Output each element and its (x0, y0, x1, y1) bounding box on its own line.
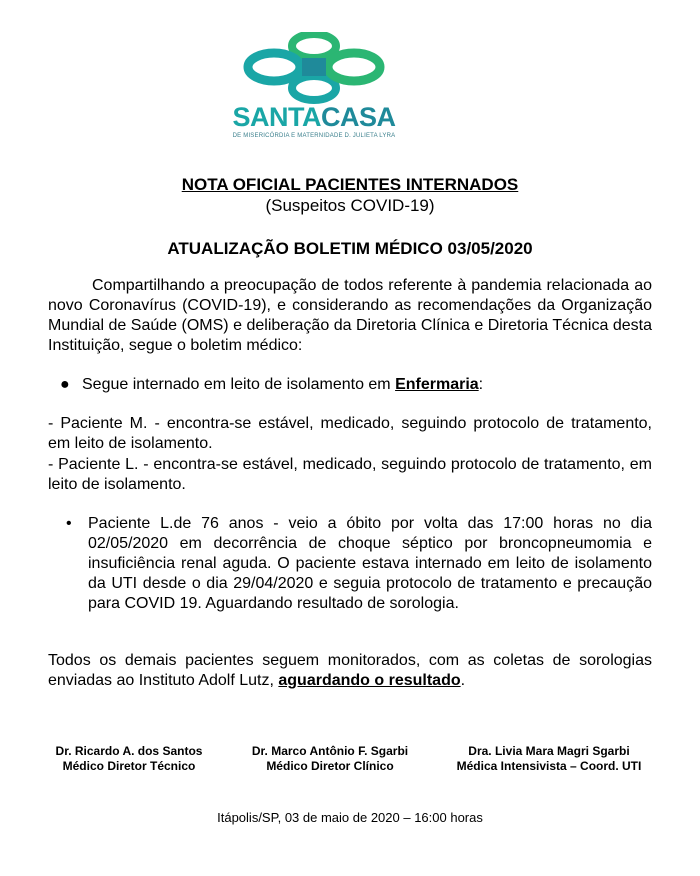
signature-role: Médico Diretor Clínico (266, 759, 394, 773)
closing-emphasis: aguardando o resultado (278, 672, 461, 689)
signature-name: Dr. Marco Antônio F. Sgarbi (251, 744, 409, 758)
bullet-dot-icon: • (66, 515, 72, 532)
bullet1-emphasis: Enfermaria (395, 376, 479, 393)
page-subtitle: (Suspeitos COVID-19) (265, 196, 435, 215)
signature-technical-director (44, 744, 214, 774)
patient-l-paragraph: - Paciente L. - encontra-se estável, medicado, seguindo protocolo de tratamento, em leito de isolamento. (48, 456, 652, 493)
santacasa-logo (214, 32, 414, 139)
brand-tagline: DE MISERICÓRDIA E MATERNIDADE D. JULIETA LYRA (232, 133, 396, 139)
signature-name: Dr. Ricardo A. dos Santos (55, 744, 203, 758)
cross-logo-icon (242, 32, 386, 104)
bullet1-text: Segue internado em leito de isolamento em (82, 376, 396, 393)
bullet1-end: : (478, 376, 484, 393)
closing-end: . (460, 672, 466, 689)
signature-role: Médico Diretor Técnico (62, 759, 196, 773)
signature-clinical-director (240, 744, 420, 774)
closing-paragraph (48, 651, 652, 691)
signature-icu-coordinator (442, 744, 656, 774)
update-title: ATUALIZAÇÃO BOLETIM MÉDICO 03/05/2020 (167, 239, 533, 258)
signature-role: Médica Intensivista – Coord. UTI (456, 759, 642, 773)
patient-m-paragraph: - Paciente M. - encontra-se estável, medicado, seguindo protocolo de tratamento, em leito de isolamento. (48, 415, 652, 452)
page-title: NOTA OFICIAL PACIENTES INTERNADOS (181, 175, 519, 194)
bullet-dot-icon: ● (60, 376, 70, 393)
brand-name: SANTACASA (232, 102, 396, 132)
intro-paragraph: Compartilhando a preocupação de todos referente à pandemia relacionada ao novo Coronavírus (COVID-19), e considerando as recomendações da Organização Mundial de Saúde (OMS) e deliberação da Diretoria Clínica e Diretoria Técnica desta Instituição, segue o boletim médico: (48, 277, 652, 354)
closing-text: Todos os demais pacientes seguem monitorados, com as coletas de sorologias enviadas ao Instituto Adolf Lutz, (48, 652, 652, 689)
signature-name: Dra. Livia Mara Magri Sgarbi (468, 744, 630, 758)
footer-date-location: Itápolis/SP, 03 de maio de 2020 – 16:00 horas (217, 810, 483, 825)
bullet2-text: Paciente L.de 76 anos - veio a óbito por volta das 17:00 horas no dia 02/05/2020 em decorrência de choque séptico por broncopneumomia e insuficiência renal aguda. O paciente estava internado em leito de isolamento da UTI desde o dia 29/04/2020 e seguia protocolo de tratamento e precaução para COVID 19. Aguardando resultado de sorologia. (88, 515, 652, 612)
bullet-enfermaria (60, 375, 483, 395)
